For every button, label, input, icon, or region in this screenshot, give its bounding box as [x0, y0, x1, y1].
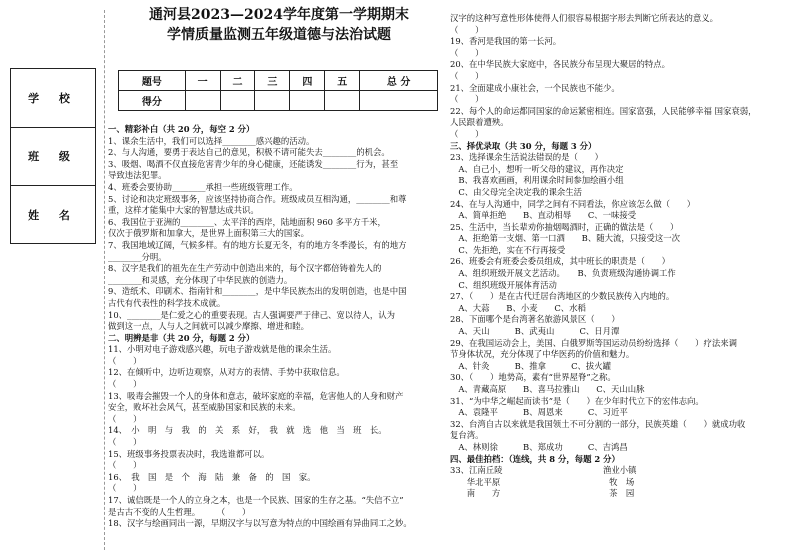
- right-column-line: B、我喜欢画画，利用课余时间参加绘画小组: [450, 175, 624, 186]
- left-column-line: 4、班委会要协助________承担一些班级管理工作。: [108, 181, 298, 192]
- right-column-line: 27、（ ）是在古代迁居台湾地区的少数民族传入内地的。: [450, 291, 675, 302]
- right-column-line: 复台湾。: [450, 430, 484, 441]
- score-table-score-row: [119, 91, 438, 111]
- left-column-line: 16、 我 国 是 个 海 陆 兼 备 的 国 家。: [108, 471, 316, 482]
- left-column-line: 12、在倾听中，边听边观察，从对方的表情、手势中获取信息。: [108, 367, 345, 378]
- binding-cut-line: [104, 10, 105, 550]
- score-cell: [220, 91, 255, 111]
- class-label: 班 级: [11, 128, 95, 187]
- left-column-line: 15、班级事务投票表决时，我选谁都可以。: [108, 448, 270, 459]
- right-column-line: （ ）: [450, 128, 484, 139]
- left-column-line: （ ）: [108, 355, 142, 366]
- left-column-line: （ ）: [108, 437, 142, 448]
- left-column-line: 17、诚信既是一个人的立身之本，也是一个民族、国家的生存之基。“失信不立”: [108, 495, 404, 505]
- score-row-label: 得分: [119, 91, 186, 111]
- right-column-line: A、林则徐 B、郑成功 C、吉鸿昌: [450, 441, 628, 452]
- right-column-line: 20、在中华民族大家庭中，各民族分布呈现大聚居的特点。: [450, 59, 671, 70]
- score-cell: [360, 91, 438, 111]
- exam-title-line2: 学情质量监测五年级道德与法治试题: [167, 27, 391, 43]
- left-column-line: 11、小明对电子游戏感兴趣，玩电子游戏就是他的课余生活。: [108, 344, 337, 355]
- left-column-line: 10、________是仁爱之心的重要表现。古人强调要严于律己、宽以待人，认为: [108, 309, 396, 320]
- right-column-line: 24、在与人沟通中，同学之间有不同看法，你应该怎么做（ ）: [450, 198, 696, 209]
- right-column-line: 26、班委会有班委会委员组成，其中班长的职责是（ ）: [450, 256, 671, 267]
- left-column-line: 仅次于俄罗斯和加拿大，是世界上面积第三大的国家。: [108, 228, 309, 239]
- score-header-cell: 四: [290, 71, 325, 91]
- right-column-line: 19、香河是我国的第一长河。: [450, 36, 562, 47]
- right-column-line: （ ）: [450, 94, 484, 105]
- left-column-line: 9、造纸术、印刷术、指南针和________，是中华民族杰出的发明创造，也是中国: [108, 286, 407, 297]
- left-column-line: 导致违法犯罪。: [108, 170, 167, 181]
- score-header-cell: 五: [325, 71, 360, 91]
- left-column-line: 5、讨论和决定班级事务，应该坚持协商合作。班级成员互相沟通，________和尊: [108, 193, 407, 204]
- right-column-line: （ ）: [450, 70, 484, 81]
- score-cell: [290, 91, 325, 111]
- score-header-cell: 二: [220, 71, 255, 91]
- right-column-line: 22、每个人的命运都同国家的命运紧密相连。国家富强，人民能够幸福 国家衰弱，: [450, 105, 757, 116]
- left-column-line: ________分明。: [108, 251, 167, 262]
- score-cell: [185, 91, 220, 111]
- left-column-line: 安全，败坏社会风气，甚至威胁国家和民族的未来。: [108, 402, 301, 413]
- score-header-cell: 题号: [119, 71, 186, 91]
- right-column-line: （ ）: [450, 47, 484, 58]
- left-column-line: 二、明辨是非（共 20 分，每题 2 分）: [108, 332, 255, 343]
- school-label: 学 校: [11, 69, 95, 128]
- left-column-line: 18、汉字与绘画同出一源，早期汉字与以写意为特点的中国绘画有异曲同工之妙。: [108, 518, 412, 529]
- right-column-line: A、针灸 B、推拿 C、拔火罐: [450, 360, 611, 371]
- left-column-line: ________和灵感，充分体现了中华民族的创造力。: [108, 274, 293, 285]
- left-column-line: 13、吸毒会摧毁一个人的身体和意志，破坏家庭的幸福，危害他人的人身和财产: [108, 390, 404, 401]
- right-column-line: 四、最佳拍档：（连线，共 8 分，每题 2 分）: [450, 453, 620, 464]
- score-header-cell: 总 分: [360, 71, 438, 91]
- score-cell: [325, 91, 360, 111]
- right-column-line: C、先拒绝，实在不行再接受: [450, 244, 566, 255]
- right-column-line: 三、择优录取（共 30 分，每题 3 分）: [450, 140, 597, 151]
- right-column-line: 南 方 茶 园: [450, 488, 635, 499]
- left-column-line: 8、汉字是我们的祖先在生产劳动中创造出来的，每个汉字都倍铸着先人的: [108, 263, 382, 274]
- right-column-line: 21、全面建成小康社会，一个民族也不能少。: [450, 82, 620, 93]
- left-column-line: （ ）: [108, 413, 142, 424]
- student-info-box: [10, 68, 96, 244]
- right-column-line: C、组织班级开展体育活动: [450, 279, 557, 290]
- left-column-line: 重，这样才能集中大家的智慧达成共识。: [108, 205, 259, 216]
- right-column-line: A、简单拒绝 B、直动相辱 C、一味接受: [450, 210, 637, 221]
- right-column-line: A、袁隆平 B、周恩来 C、习近平: [450, 407, 628, 418]
- right-column-line: （ ）: [450, 24, 484, 35]
- left-column-line: 14、 小 明 与 我 的 关 系 好， 我 就 选 他 当 班 长。: [108, 425, 387, 436]
- score-cell: [255, 91, 290, 111]
- left-column-line: 做到这一点，人与人之间就可以减少摩擦、增进和睦。: [108, 321, 309, 332]
- right-column-questions: [450, 13, 790, 500]
- right-column-line: 30、（ ）地势高，素有“世界屋脊”之称。: [450, 372, 616, 383]
- right-column-line: A、组织班级开展文艺活动。 B、负责班级沟通协调工作: [450, 268, 676, 279]
- score-header-cell: 一: [185, 71, 220, 91]
- left-column-line: （ ）: [108, 483, 142, 494]
- left-column-line: 一、精彩补白（共 20 分，每空 2 分）: [108, 124, 255, 134]
- right-column-line: A、自己小，想听一听父母的建议，再作决定: [450, 163, 624, 174]
- right-column-line: A、青藏高原 B、喜马拉雅山 C、天山山脉: [450, 384, 645, 394]
- left-column-line: 2、与人沟通，要勇于表达自己的意见，积极不请可能失去________的机会。: [108, 147, 390, 158]
- left-column-line: 是古古不变的人生哲理。 （ ）: [108, 506, 251, 517]
- score-table: [118, 70, 438, 111]
- right-column-line: 29、在我国运动会上，美国、白俄罗斯等国运动员纷纷选择（ ）疗法来调: [450, 337, 738, 348]
- right-column-line: A、天山 B、武夷山 C、日月潭: [450, 326, 620, 337]
- right-column-line: C、由父母完全决定我的课余生活: [450, 186, 583, 197]
- right-column-line: 人民跟着遭殃。: [450, 117, 509, 128]
- left-column-questions: [108, 124, 442, 530]
- left-column-line: 1、课余生活中，我们可以选择________感兴趣的活动。: [108, 135, 315, 146]
- right-column-line: 33、江南丘陵 渔业小镇: [450, 465, 637, 476]
- right-column-line: A、大蒜 B、小麦 C、水稻: [450, 302, 586, 313]
- right-column-line: 节身体状况，充分体现了中华医药的价值和魅力。: [450, 349, 635, 360]
- score-table-header-row: [119, 71, 438, 91]
- left-column-line: （ ）: [108, 460, 142, 471]
- left-column-line: 6、我国位于亚洲的________、太平洋的西岸，陆地面积 960 多平方千米，: [108, 216, 386, 227]
- left-column-line: （ ）: [108, 379, 142, 390]
- score-header-cell: 三: [255, 71, 290, 91]
- right-column-line: 华北平原 牧 场: [450, 476, 635, 487]
- right-column-line: 31、“为中华之崛起而读书”是（ ）在少年时代立下的宏伟志向。: [450, 395, 704, 406]
- name-label: 姓 名: [28, 209, 78, 223]
- left-column-line: 3、吸烟、喝酒不仅直接危害青少年的身心健康，还能诱发________行为，甚至: [108, 158, 399, 169]
- left-column-line: 古代有代表性的科学技术成就。: [108, 297, 226, 308]
- right-column-line: 汉字的这种写意性形体使得人们很容易根据字形去判断它所表达的意义。: [450, 13, 718, 23]
- right-column-line: A、拒绝第一支烟、第一口酒 B、随大流，只接受这一次: [450, 233, 680, 244]
- exam-title-line1: 通河县2023—2024学年度第一学期期末: [149, 7, 409, 23]
- left-column-line: 7、我国地域辽阔，气候多样。有的地方长夏无冬，有的地方冬季漫长，有的地方: [108, 239, 407, 250]
- right-column-line: 32、台湾自古以来就是我国领土不可分割的一部分，民族英雄（ ）就成功收: [450, 418, 746, 429]
- right-column-line: 25、生活中，当长辈劝你抽烟喝酒时，正确的做法是（ ）: [450, 221, 679, 232]
- right-column-line: 28、下面哪个是台湾著名旅游风景区（ ）: [450, 314, 620, 325]
- right-column-line: 23、选择课余生活说法错误的是（ ）: [450, 152, 604, 163]
